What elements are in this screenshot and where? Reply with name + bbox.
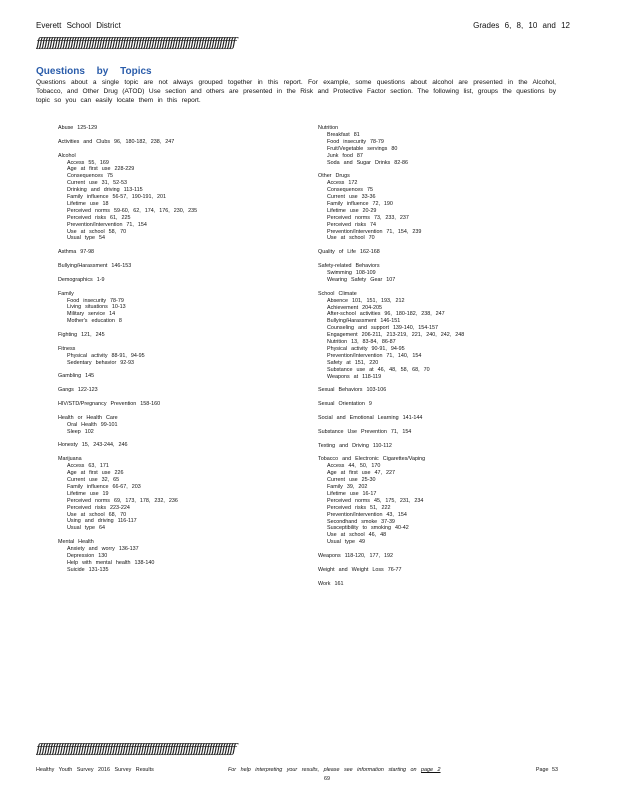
subtopic-entry: Consequences 75: [327, 187, 373, 194]
topic-group: [318, 567, 568, 574]
topic-group: [318, 387, 568, 394]
subtopic-entry: Living situations 10-13: [67, 304, 126, 311]
topic-group: [58, 456, 303, 532]
subtopic-entry: Nutrition 13, 83-84, 86-87: [327, 339, 396, 346]
topic-heading: Gangs 122-123: [58, 387, 98, 394]
topic-heading: Gambling 145: [58, 373, 95, 380]
subtopic-entry: Age at first use 47, 227: [327, 470, 395, 477]
subtopic-entry: Use at school 70: [327, 235, 375, 242]
subtopic-entry: Prevention/Intervention 71, 154, 239: [327, 228, 422, 235]
topic-heading: School Climate: [318, 290, 357, 297]
topic-group: [58, 387, 303, 394]
topic-heading: Weapons 118-120, 177, 192: [318, 553, 394, 560]
topic-group: [318, 553, 568, 560]
subtopic-entry: Current use 31, 52-53: [67, 180, 127, 187]
topic-heading: Quality of Life 162-168: [318, 249, 380, 256]
subtopic-entry: Lifetime use 16-17: [327, 490, 377, 497]
topic-group: [318, 429, 568, 436]
subtopic-entry: Consequences 75: [67, 173, 113, 180]
subtopic-entry: Secondhand smoke 37-39: [327, 518, 395, 525]
subtopic-entry: Achievement 204-205: [327, 304, 382, 311]
topic-heading: Fitness: [58, 345, 76, 352]
subtopic-entry: Age at first use 228-229: [67, 166, 135, 173]
topic-heading: Sexual Behaviors 103-106: [318, 387, 387, 394]
subtopic-entry: Mother's education 8: [67, 318, 122, 325]
topic-group: [58, 277, 303, 284]
topic-heading: Weight and Weight Loss 76-77: [318, 566, 402, 573]
subtopic-entry: Perceived norms 69, 173, 178, 232, 236: [67, 497, 178, 504]
topic-heading: Asthma 97-98: [58, 249, 95, 256]
footer-help-link[interactable]: page 2: [421, 767, 441, 773]
subtopic-entry: Bullying/Harassment 146-151: [327, 318, 401, 325]
topic-heading: Work 161: [318, 580, 344, 587]
subtopic-entry: Current use 32, 65: [67, 477, 120, 483]
district-name: Everett School District: [36, 21, 121, 30]
topic-group: [318, 581, 568, 588]
subtopic-entry: Suicide 131-135: [67, 566, 109, 573]
topic-heading: Abuse 125-129: [58, 125, 98, 131]
subtopic-entry: Weapons at 118-119: [327, 373, 382, 380]
subtopic-entry: Prevention/Intervention 71, 140, 154: [327, 352, 422, 359]
subtopic-entry: Safety at 151, 220: [327, 359, 379, 366]
subtopic-entry: Current use 33-36: [327, 194, 376, 201]
topic-group: [318, 401, 568, 408]
subtopic-entry: Access 44, 50, 170: [327, 463, 381, 470]
topic-group: [58, 139, 303, 146]
subtopic-entry: Usual type 49: [327, 539, 365, 546]
subtopic-entry: Engagement 206-211, 213-219, 221, 240, 242, 248: [327, 332, 465, 339]
topic-heading: Family: [58, 290, 74, 297]
topic-heading: Marijuana: [58, 456, 82, 463]
footer-help-text: [228, 767, 441, 773]
topic-group: [318, 173, 568, 242]
topic-group: [318, 125, 568, 166]
topic-group: [58, 415, 303, 436]
subtopic-entry: Usual type 64: [67, 525, 105, 532]
topics-column-left: [58, 125, 303, 581]
subtopic-entry: Breakfast 81: [327, 131, 360, 138]
topic-group: [318, 249, 568, 256]
topic-group: [58, 125, 303, 132]
subtopic-entry: Drinking and driving 113-115: [67, 187, 143, 194]
subtopic-entry: Lifetime use 18: [67, 200, 109, 207]
topic-group: [318, 456, 568, 546]
subtopic-entry: Food insecurity 78-79: [67, 297, 124, 304]
subtopic-entry: Perceived norms 73, 233, 237: [327, 214, 409, 221]
subtopic-entry: Help with mental health 138-140: [67, 559, 155, 566]
topic-heading: HIV/STD/Pregnancy Prevention 158-160: [58, 401, 161, 408]
topic-group: [318, 291, 568, 381]
topic-heading: Nutrition: [318, 125, 339, 131]
subtopic-entry: Usual type 54: [67, 235, 105, 242]
subtopic-entry: Use at school 68, 70: [67, 511, 127, 518]
intro-paragraph: Questions about a single topic are not always grouped together in this report. For example, some questions about alcohol are presented in the Alcohol, Tobacco, and Other Drug (ATOD) Use section and others are presented in the Risk and Protective Factor section. The following list, groups the questions by topic so you can easily locate them in this report.: [36, 79, 556, 104]
topic-heading: Safety-related Behaviors: [318, 263, 380, 270]
topic-heading: Health or Health Care: [58, 414, 118, 421]
footer-help-prefix: For help interpreting your results, please see information starting on: [228, 767, 417, 773]
subtopic-entry: Prevention/Intervention 71, 154: [67, 221, 147, 228]
topic-group: [318, 415, 568, 422]
footer-survey-name: Healthy Youth Survey 2016 Survey Results: [36, 767, 154, 773]
subtopic-entry: Family influence 56-57, 190-191, 201: [67, 194, 167, 201]
subtopic-entry: Current use 25-30: [327, 477, 376, 484]
topic-heading: Other Drugs: [318, 173, 350, 180]
topics-column-right: [318, 125, 568, 594]
subtopic-entry: Fruit/Vegetable servings 80: [327, 145, 398, 152]
topic-heading: Fighting 121, 245: [58, 332, 105, 339]
topic-group: [58, 539, 303, 574]
topic-heading: Substance Use Prevention 71, 154: [318, 428, 412, 435]
subtopic-entry: Sleep 102: [67, 428, 94, 435]
topic-heading: Activities and Clubs 96, 180-182, 238, 247: [58, 138, 175, 145]
subtopic-entry: Using and driving 116-117: [67, 518, 137, 525]
subtopic-entry: Perceived norms 59-60, 62, 174, 176, 230, 235: [67, 207, 198, 214]
subtopic-entry: Family influence 66-67, 203: [67, 483, 141, 490]
subtopic-entry: Family 39, 202: [327, 483, 368, 490]
topic-group: [58, 153, 303, 243]
topic-heading: Texting and Driving 110-112: [318, 442, 392, 449]
topic-group: [318, 443, 568, 450]
topic-heading: Mental Health: [58, 539, 94, 546]
subtopic-entry: Perceived risks 51, 222: [327, 504, 391, 511]
subtopic-entry: Food insecurity 78-79: [327, 138, 384, 145]
topic-group: [58, 332, 303, 339]
topic-heading: Alcohol: [58, 152, 76, 159]
topic-group: [318, 263, 568, 284]
subtopic-entry: Use at school 58, 70: [67, 228, 127, 235]
subtopic-entry: Junk food 87: [327, 152, 363, 159]
topic-group: [58, 442, 303, 449]
subtopic-entry: Military service 14: [67, 311, 116, 318]
subtopic-entry: Access 172: [327, 180, 358, 187]
topic-group: [58, 291, 303, 326]
subtopic-entry: Age at first use 226: [67, 470, 124, 477]
topic-group: [58, 373, 303, 380]
subtopic-entry: Prevention/Intervention 43, 154: [327, 511, 407, 518]
subtopic-entry: Oral Health 99-101: [67, 421, 118, 428]
footer-page-label: Page 53: [535, 767, 558, 773]
decorative-rule-bottom: ƒƒƒƒƒƒƒƒƒƒƒƒƒƒƒƒƒƒƒƒƒƒƒƒƒƒƒƒƒƒƒƒƒƒƒƒƒƒƒƒƒƒƒƒƒƒƒƒƒƒƒƒƒƒƒƒƒƒƒƒƒƒƒƒƒƒƒƒƒƒƒƒƒƒƒƒ: [36, 743, 235, 757]
topic-heading: Tobacco and Electronic Cigarettes/Vaping: [318, 456, 426, 463]
subtopic-entry: Physical activity 88-91, 94-95: [67, 352, 145, 359]
subtopic-entry: Absence 101, 151, 193, 212: [327, 297, 405, 304]
subtopic-entry: Susceptibility to smoking 40-42: [327, 525, 409, 532]
subtopic-entry: Perceived norms 45, 175, 231, 234: [327, 497, 424, 504]
section-title: Questions by Topics: [36, 66, 152, 77]
subtopic-entry: Family influence 72, 190: [327, 200, 393, 207]
subtopic-entry: After-school activities 96, 180-182, 238, 247: [327, 311, 445, 318]
subtopic-entry: Perceived risks 74: [327, 221, 377, 228]
topic-heading: Demographics 1-9: [58, 276, 105, 283]
footer-page-number: 69: [324, 776, 330, 782]
subtopic-entry: Counseling and support 139-140, 154-157: [327, 325, 439, 332]
subtopic-entry: Access 55, 169: [67, 159, 109, 166]
topic-group: [58, 401, 303, 408]
topic-group: [58, 263, 303, 270]
subtopic-entry: Substance use at 46, 48, 58, 68, 70: [327, 366, 430, 373]
grades-label: Grades 6, 8, 10 and 12: [473, 21, 570, 30]
subtopic-entry: Soda and Sugar Drinks 82-86: [327, 159, 409, 166]
subtopic-entry: Sedentary behavior 92-93: [67, 359, 135, 366]
topic-heading: Sexual Orientation 9: [318, 401, 372, 408]
topic-heading: Social and Emotional Learning 141-144: [318, 414, 423, 421]
topic-group: [58, 346, 303, 367]
subtopic-entry: Access 63, 171: [67, 463, 109, 470]
subtopic-entry: Anxiety and worry 136-137: [67, 546, 139, 553]
topic-group: [58, 249, 303, 256]
subtopic-entry: Perceived risks 61, 225: [67, 214, 131, 221]
topic-heading: Bullying/Harassment 146-153: [58, 263, 132, 270]
topic-heading: Honesty 15, 243-244, 246: [58, 442, 128, 449]
subtopic-entry: Physical activity 90-91, 94-95: [327, 345, 405, 352]
page-header: [36, 21, 570, 33]
subtopic-entry: Use at school 46, 48: [327, 532, 387, 539]
subtopic-entry: Wearing Safety Gear 107: [327, 276, 396, 283]
subtopic-entry: Perceived risks 223-224: [67, 504, 130, 511]
subtopic-entry: Lifetime use 20-29: [327, 207, 377, 214]
decorative-rule-top: ƒƒƒƒƒƒƒƒƒƒƒƒƒƒƒƒƒƒƒƒƒƒƒƒƒƒƒƒƒƒƒƒƒƒƒƒƒƒƒƒƒƒƒƒƒƒƒƒƒƒƒƒƒƒƒƒƒƒƒƒƒƒƒƒƒƒƒƒƒƒƒƒƒƒƒƒ: [36, 37, 235, 51]
subtopic-entry: Swimming 108-109: [327, 269, 376, 276]
subtopic-entry: Depression 130: [67, 552, 108, 559]
subtopic-entry: Lifetime use 19: [67, 490, 109, 497]
